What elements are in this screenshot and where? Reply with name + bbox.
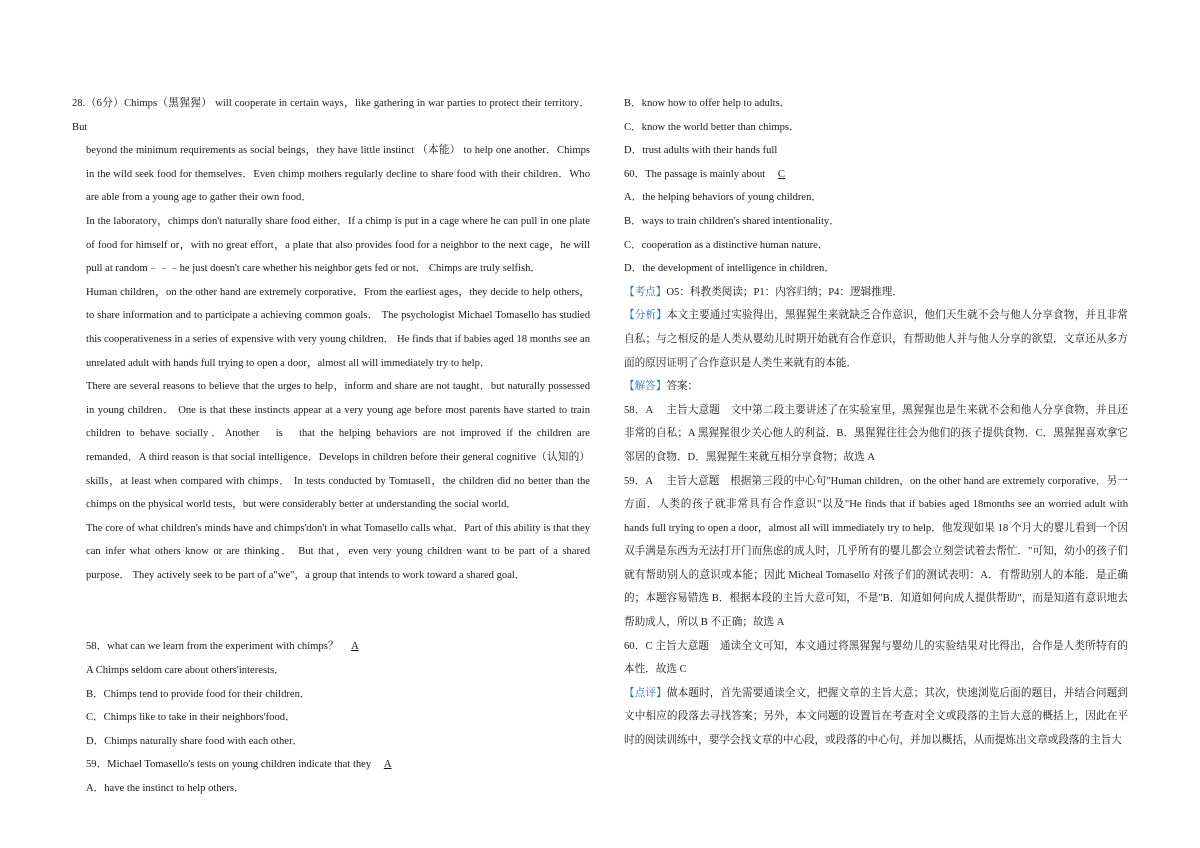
- question-28-header: 28.（6分）Chimps（黑猩猩） will cooperate in certain ways，like gathering in war parties to protect their territory．But: [72, 98, 590, 133]
- kaodian-section: [624, 281, 1128, 305]
- question-59-text: 59．Michael Tomasello's tests on young children indicate that they: [86, 759, 372, 771]
- passage-paragraph-4: There are several reasons to believe that the urges to help，inform and share are not taught．but naturally possessed in young children． One is that these instincts appear at a very young age before most parents have started to train children to behave socially．Another is that the helping behaviors are not improved if the children are remanded．A third reason is that social intelligence．Develops in children before their general cognitive（认知的）skills，at least when compared with chimps． In tests conducted by Tomtasell，the children did no better than the chimps on the physical world tests，but were considerably better at understanding the social world．: [86, 381, 590, 511]
- question-60-answer-blank: C: [777, 168, 785, 180]
- spacer: [72, 611, 590, 635]
- question-58-option-c: C．Chimps like to take in their neighbors'food．: [86, 712, 296, 724]
- question-60-option-d: D．the development of intelligence in children．: [624, 263, 835, 275]
- fenxi-text: 本文主要通过实验得出，黑猩猩生来就缺乏合作意识，他们天生就不会与他人分享食物，并且非常自私；与之相反的是人类从婴幼儿时期开始就有合作意识，有帮助他人并与他人分享的欲望．文章还从多方面的原因证明了合作意识是人类生来就有的本能．: [624, 310, 1128, 369]
- question-60-option-b: B．ways to train children's shared intentionality．: [624, 215, 840, 227]
- question-60-stem: [624, 163, 1128, 187]
- question-58-answer-blank: A: [351, 641, 359, 653]
- right-column: [624, 92, 1128, 753]
- fenxi-section: [624, 304, 1128, 375]
- question-60-option-a: A．the helping behaviors of young children．: [624, 192, 823, 204]
- kaodian-text: O5：科教类阅读；P1：内容归纳；P4：逻辑推理．: [666, 286, 903, 298]
- dianping-tag: 【点评】: [624, 687, 667, 699]
- dianping-text: 做本题时，首先需要通读全文，把握文章的主旨大意；其次，快速浏览后面的题目，并结合问题到文中相应的段落去寻找答案；另外，本文问题的设置旨在考查对全文或段落的主旨大意的概括上，因此在平时的阅读训练中，要学会找文章的中心段，或段落的中心句，并加以概括，从而提炼出文章或段落的主旨大: [624, 687, 1128, 747]
- answer-58-explanation: 58．A 主旨大意题 文中第二段主要讲述了在实验室里，黑猩猩也是生来就不会和他人分享食物，并且还非常的自私；A 黑猩猩很少关心他人的利益．B．黑猩猩往往会为他们的孩子提供食物．C．黑猩猩喜欢拿它邻居的食物．D．黑猩猩生来就互相分享食物；故选 A: [624, 404, 1128, 463]
- question-59-option-a: A．have the instinct to help others．: [86, 783, 245, 795]
- jieda-section: [624, 375, 1128, 399]
- passage-paragraph-5: The core of what children's minds have and chimps'don't in what Tomasello calls what．Part of this ability is that they can infer what others know or are thinking． But that，even very young children want to be part of a shared purpose． They actively seek to be part of a"we"，a group that intends to work toward a shared goal．: [86, 522, 590, 581]
- question-58-option-b: B．Chimps tend to provide food for their children．: [86, 688, 311, 700]
- passage-paragraph-3: Human children，on the other hand are extremely corporative．From the earliest ages，they decide to help others，to share information and to participate a achieving common goals． The psychologist Michael Tomasello has studied this cooperativeness in a series of expensive with very young children． He finds that if babies aged 18 months see an unrelated adult with hands full trying to open a door，almost all will immediately try to help．: [86, 286, 590, 369]
- kaodian-tag: 【考点】: [624, 286, 667, 298]
- question-59-option-b: B．know how to offer help to adults．: [624, 98, 791, 109]
- passage-paragraph-2: In the laboratory，chimps don't naturally share food either．If a chimp is put in a cage where he can pull in one plate of food for himself or，with no great effort，a plate that also provides food for a neighbor to the next cage，he will pull at random﹣﹣﹣he just doesn't care whether his neighbor gets fed or not． Chimps are truly selfish．: [86, 215, 590, 275]
- question-59-stem: [72, 753, 590, 777]
- question-60-text: 60．The passage is mainly about: [624, 168, 766, 180]
- answer-60-explanation: 60．C 主旨大意题 通读全文可知，本文通过将黑猩猩与婴幼儿的实验结果对比得出，合作是人类所特有的本性．故选 C: [624, 640, 1128, 676]
- question-58-option-a: A Chimps seldom care about others'interests．: [86, 665, 285, 677]
- question-58-text: 58．what can we learn from the experiment with chimps？: [86, 641, 339, 653]
- question-59-option-c: C．know the world better than chimps．: [624, 121, 800, 133]
- question-59-answer-blank: A: [383, 759, 392, 771]
- fenxi-tag: 【分析】: [624, 310, 667, 322]
- question-59-option-d: D．trust adults with their hands full: [624, 145, 778, 157]
- question-58-stem: [72, 635, 590, 659]
- left-column: [72, 92, 590, 801]
- spacer: [72, 587, 590, 611]
- passage-paragraph-1: beyond the minimum requirements as social beings，they have little instinct （本能） to help one another．Chimps in the wild seek food for themselves．Even chimp mothers regularly decline to share food with their children．Who are able from a young age to gather their own food．: [86, 145, 590, 204]
- question-60-option-c: C．cooperation as a distinctive human nature．: [624, 239, 829, 251]
- dianping-section: [624, 682, 1128, 753]
- jieda-tag: 【解答】: [624, 381, 667, 393]
- jieda-text: 答案：: [666, 381, 699, 393]
- question-58-option-d: D．Chimps naturally share food with each other．: [86, 735, 304, 747]
- answer-59-explanation: 59．A 主旨大意题 根据第三段的中心句"Human children，on the other hand are extremely corporative．另一方面．人类的孩子就非常具有合作意识"以及"He finds that if babies aged 18months see an worried adult with hands full trying to open a door，almost all will immediately try to help．他发现如果 18 个月大的婴儿看到一个因双手满是东西为无法打开门而焦虑的成人时，几乎所有的婴儿都会立刻尝试着去帮忙．"可知，幼小的孩子们就有帮助别人的意识或本能；因此 Micheal Tomasello 对孩子们的测试表明：A．有帮助别人的本能．是正确的；本题容易错选 B．根据本段的主旨大意可知，不是"B．知道如何向成人提供帮助"，而是知道有意识地去帮助成人，所以 B 不正确；故选 A: [624, 475, 1128, 629]
